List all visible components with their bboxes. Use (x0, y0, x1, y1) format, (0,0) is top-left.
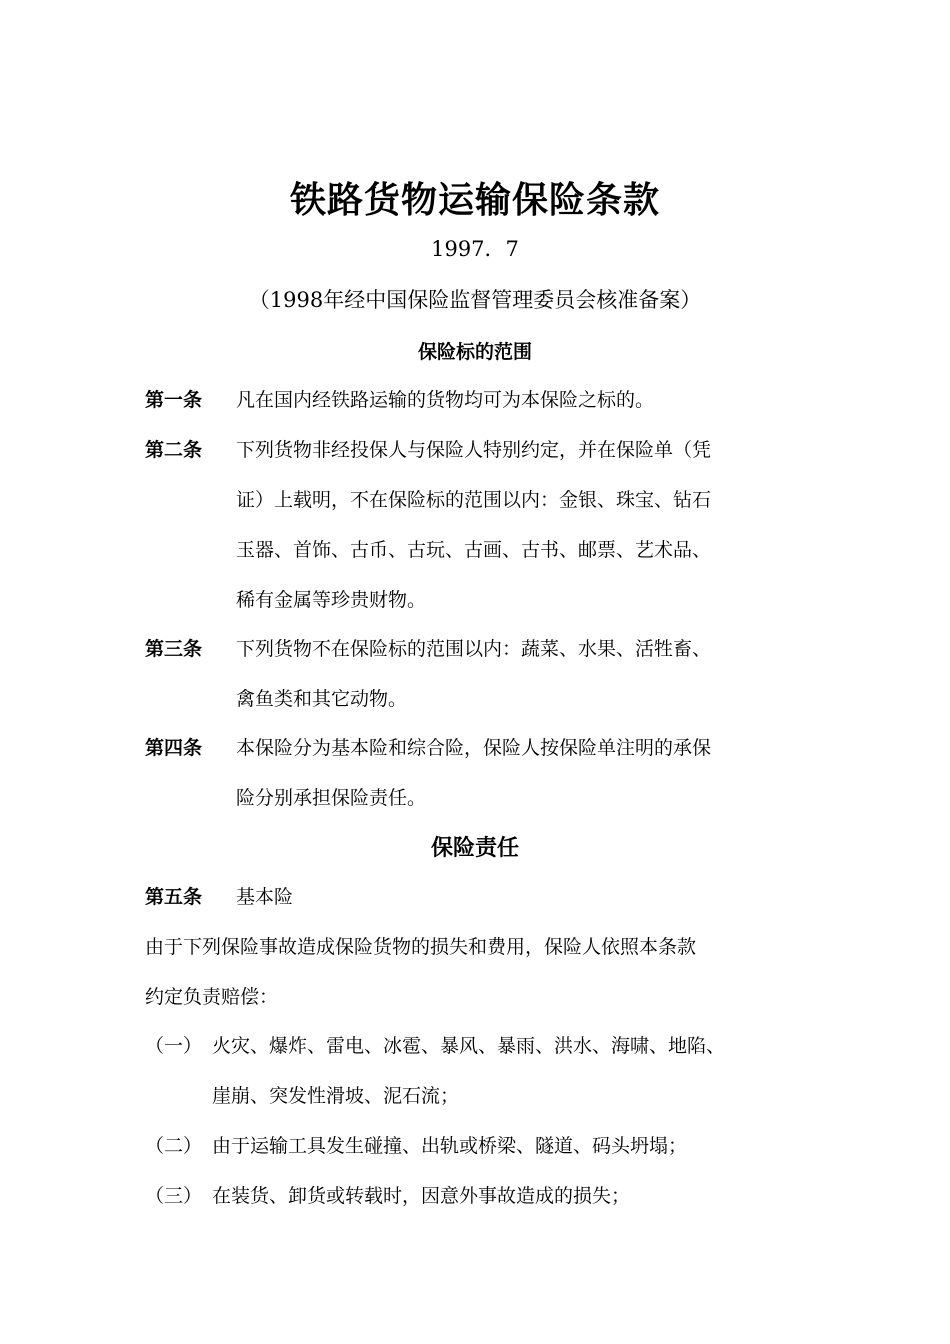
list-item-text: 由于运输工具发生碰撞、出轨或桥梁、隧道、码头坍塌； (212, 1135, 688, 1157)
article-label: 第三条 (145, 638, 203, 660)
document-title: 铁路货物运输保险条款 (289, 180, 660, 221)
list-item-number: （二） (145, 1135, 203, 1157)
article-text: 基本险 (236, 886, 294, 908)
section-heading-subject: 保险标的范围 (417, 341, 532, 363)
list-item-number: （三） (145, 1185, 203, 1207)
list-item (145, 1171, 835, 1221)
article-label: 第四条 (145, 737, 203, 759)
article-text: 下列货物非经投保人与保险人特别约定，并在保险单（凭 证）上载明，不在保险标的范围以内：金银、珠宝、钻石 玉器、首饰、古币、古玩、古画、古书、邮票、艺术品、 稀有金属等珍贵财物。 (236, 439, 712, 611)
article-1 (145, 375, 825, 425)
document-date: 1997．7 (431, 237, 519, 261)
article-text: 凡在国内经铁路运输的货物均可为本保险之标的。 (236, 389, 655, 411)
article-label: 第一条 (145, 389, 203, 411)
list-item (145, 1021, 835, 1121)
liability-intro-paragraph: 由于下列保险事故造成保险货物的损失和费用，保险人依照本条款 约定负责赔偿： (145, 936, 697, 1008)
article-text: 本保险分为基本险和综合险，保险人按保险单注明的承保 险分别承担保险责任。 (236, 737, 712, 809)
section-heading-liability: 保险责任 (430, 836, 519, 861)
list-item-text: 火灾、爆炸、雷电、冰雹、暴风、暴雨、洪水、海啸、地陷、 崖崩、突发性滑坡、泥石流； (212, 1035, 726, 1107)
list-item (145, 1121, 835, 1171)
article-3 (145, 624, 825, 724)
list-item-text: 在装货、卸货或转载时，因意外事故造成的损失； (212, 1185, 631, 1207)
article-label: 第五条 (145, 886, 203, 908)
article-text: 下列货物不在保险标的范围以内：蔬菜、水果、活牲畜、 禽鱼类和其它动物。 (236, 638, 712, 710)
approval-note: （1998年经中国保险监督管理委员会核准备案） (248, 288, 702, 312)
article-5 (145, 872, 825, 922)
list-item-number: （一） (145, 1035, 203, 1057)
article-label: 第二条 (145, 439, 203, 461)
article-2 (145, 425, 825, 625)
article-4 (145, 723, 825, 823)
